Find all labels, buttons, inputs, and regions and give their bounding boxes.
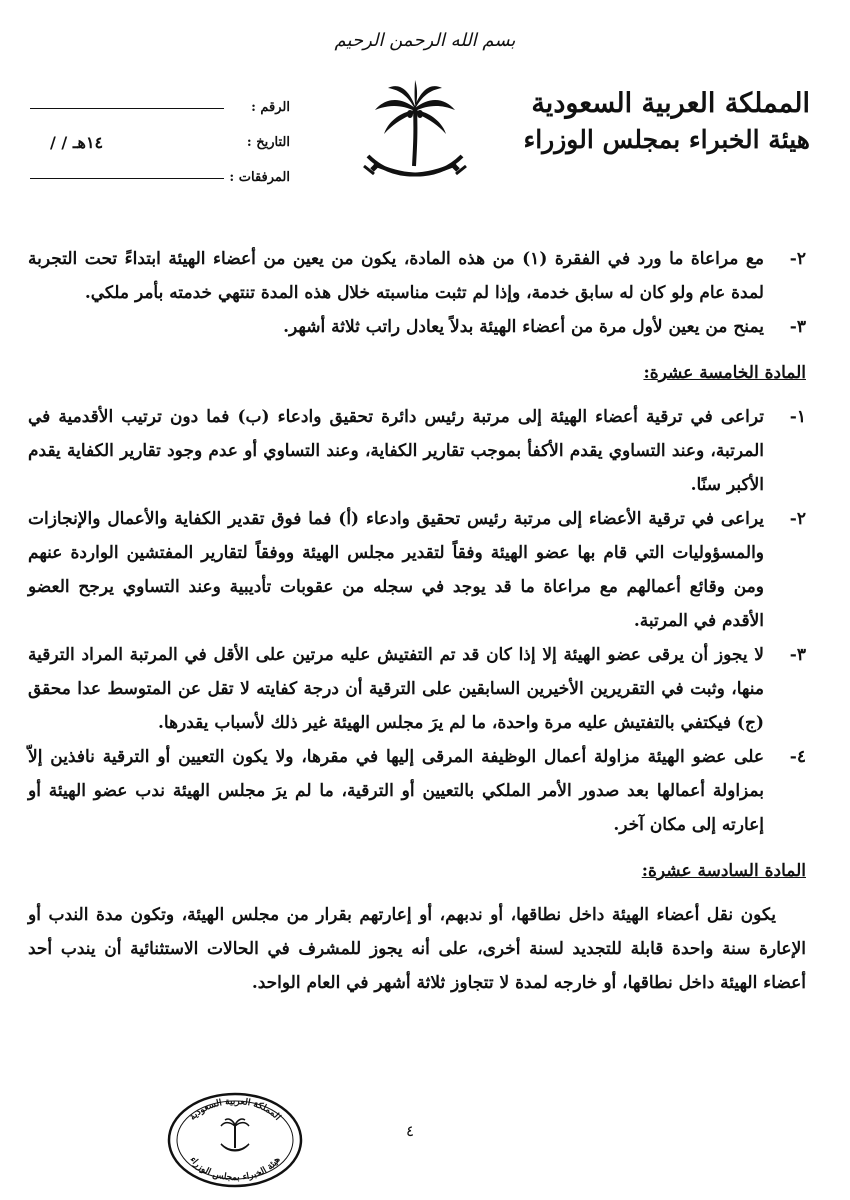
item-number: ٢- xyxy=(789,509,806,529)
list-item xyxy=(28,400,806,502)
date-value: / / ١٤هـ xyxy=(50,133,104,152)
basmala: بسم الله الرحمن الرحيم xyxy=(334,30,516,51)
item-text: تراعى في ترقية أعضاء الهيئة إلى مرتبة رئيس دائرة تحقيق وادعاء (ب) فما دون ترتيب الأقدمية في المرتبة، وعند التساوي يقدم الأكفأ بموجب تقارير الكفاية، وعند التساوي أو عدم وجود تقارير الكفاية يقدم الأكبر سنًا. xyxy=(28,407,764,495)
item-text: يمنح من يعين لأول مرة من أعضاء الهيئة بدلاً يعادل راتب ثلاثة أشهر. xyxy=(283,317,764,337)
date-label: التاريخ : xyxy=(246,135,290,150)
authority-name: هيئة الخبراء بمجلس الوزراء xyxy=(523,125,810,154)
document-body xyxy=(28,242,806,1000)
item-number: ١- xyxy=(789,407,806,427)
attachments-row xyxy=(30,160,290,195)
article-16-title: المادة السادسة عشرة: xyxy=(641,861,806,881)
article-16-text: يكون نقل أعضاء الهيئة داخل نطاقها، أو ندبهم، أو إعارتهم بقرار من مجلس الهيئة، وتكون مدة الندب أو الإعارة سنة واحدة قابلة للتجديد لسنة أخرى، على أنه يجوز للمشرف في الحالات الاستثنائية أن يندب أحد أعضاء الهيئة داخل نطاقها، أو خارجه لمدة لا تتجاوز ثلاثة أشهر في العام الواحد. xyxy=(28,905,806,993)
article-15-title: المادة الخامسة عشرة: xyxy=(643,363,806,383)
list-item xyxy=(28,740,806,842)
ref-row xyxy=(30,90,290,125)
item-text: يراعى في ترقية الأعضاء إلى مرتبة رئيس تحقيق وادعاء (أ) فما فوق تقدير الكفاية والأعمال والإنجازات والمسؤوليات التي قام بها عضو الهيئة وفقاً لتقدير مجلس الهيئة ووفقاً لتقارير المفتشين الواردة عنهم ومن وقائع أعمالهم مع مراعاة ما قد يوجد في سجله من عقوبات تأديبية وعند التساوي يرجح العضو الأقدم في المرتبة. xyxy=(28,509,764,631)
document-meta xyxy=(30,90,290,195)
ref-label: الرقم : xyxy=(251,100,290,115)
item-text: على عضو الهيئة مزاولة أعمال الوظيفة المرقى إليها في مقرها، ولا يكون التعيين أو الترقية نافذين إلاّ بمزاولة أعمالها بعد صدور الأمر الملكي بالتعيين أو الترقية، ما لم يرَ مجلس الهيئة ندب عضو الهيئة أو إعارته إلى مكان آخر. xyxy=(28,747,764,835)
saudi-emblem-icon xyxy=(360,78,470,193)
date-row xyxy=(30,125,290,160)
item-number: ٣- xyxy=(789,645,806,665)
item-text: مع مراعاة ما ورد في الفقرة (١) من هذه المادة، يكون من يعين من أعضاء الهيئة ابتداءً تحت التجربة لمدة عام ولو كان له سابق خدمة، وإذا لم تثبت مناسبته خلال هذه المدة تنتهي خدمته بأمر ملكي. xyxy=(28,249,764,303)
svg-text:المملكة العربية السعودية: المملكة العربية السعودية xyxy=(187,1096,283,1123)
ref-line xyxy=(30,107,224,109)
official-seal-icon xyxy=(165,1090,305,1190)
attachments-label: المرفقات : xyxy=(229,170,290,185)
attachments-line xyxy=(30,177,224,179)
svg-text:هيئة الخبراء بمجلس الوزراء: هيئة الخبراء بمجلس الوزراء xyxy=(187,1155,283,1184)
page-number: ٤ xyxy=(405,1122,415,1140)
item-number: ٤- xyxy=(789,747,806,767)
kingdom-name: المملكة العربية السعودية xyxy=(531,88,810,119)
item-text: لا يجوز أن يرقى عضو الهيئة إلا إذا كان قد تم التفتيش عليه مرتين على الأقل في المرتبة المراد الترقية منها، وثبت في التقريرين الأخيرين السابقين على الترقية أن درجة كفايته لا تقل عن المتوسط عدا محقق (ج) فيكتفي بالتفتيش عليه مرة واحدة، ما لم يرَ مجلس الهيئة غير ذلك لأسباب يقدرها. xyxy=(28,645,764,733)
list-item xyxy=(28,638,806,740)
item-number: ٣- xyxy=(789,317,806,337)
list-item xyxy=(28,242,806,310)
issuer-header xyxy=(510,88,810,154)
list-item xyxy=(28,310,806,344)
item-number: ٢- xyxy=(789,249,806,269)
list-item xyxy=(28,502,806,638)
